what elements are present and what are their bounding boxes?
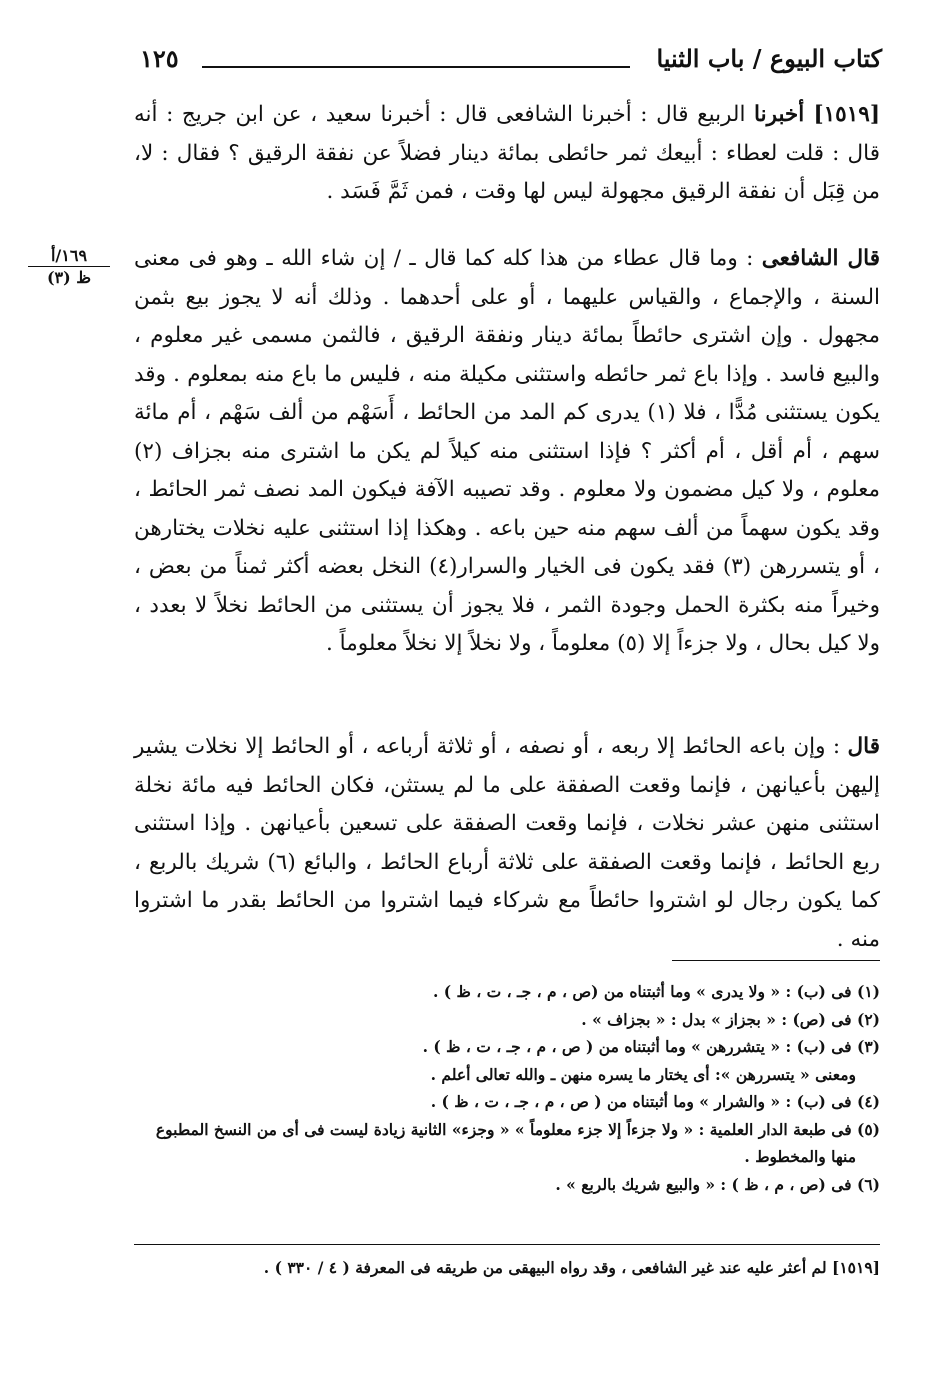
source-note: [١٥١٩] لم أعثر عليه عند غير الشافعى ، وقد رواه البيهقى من طريقه فى المعرفة ( ٤ / ٣٣٠ ) . <box>263 1258 880 1277</box>
speaker-lead: قال <box>847 734 880 759</box>
footnotes <box>134 978 880 1198</box>
footnote-5: (٥) فى طبعة الدار العلمية : « ولا جزءاً إلا جزء معلوماً » « وجزء» الثانية زيادة ليست فى أى من النسخ المطبوع <box>155 1119 880 1139</box>
footnote-3-note: ومعنى « يتسررهن »: أى يختار ما يسره منهن ـ والله تعالى أعلم . <box>430 1064 856 1084</box>
margin-ref-folio: ١٦٩/أ <box>28 246 110 267</box>
main-text-p2 <box>134 240 880 664</box>
running-header <box>140 44 882 84</box>
paragraph-shafii <box>134 240 880 664</box>
paragraph-body: الربيع قال : أخبرنا الشافعى قال : أخبرنا سعيد ، عن ابن جريج : أنه قال : قلت لعطاء : أبيعك ثمر حائطى بمائة دينار فضلاً عن نفقة الرقيق ؟ فقال : لا، من قِبَل أن نفقة الرقيق مجهولة ليس لها وقت ، فمن ثَمَّ فَسَد . <box>134 102 880 204</box>
footnote-6: (٦) فى (ص ، م ، ظ ) : « والبيع شريك بالربع » . <box>555 1174 880 1194</box>
speaker-lead: قال الشافعى <box>761 246 880 271</box>
margin-manuscript-reference <box>28 246 110 287</box>
main-text-p3 <box>134 728 880 959</box>
paragraph-1519 <box>134 96 880 212</box>
footnote-1: (١) فى (ب) : « ولا يدرى » وما أثبتناه من (ص ، م ، جـ ، ت ، ظ ) . <box>433 982 880 1001</box>
main-text-p1 <box>134 96 880 212</box>
running-title: كتاب البيوع / باب الثنيا <box>656 44 882 73</box>
paragraph-body: : وما قال عطاء من هذا كله كما قال ـ / إن شاء الله ـ وهو فى معنى السنة ، والإجماع ، والقياس عليهما ، أو على أحدهما . وذلك أنه لا يجوز بيع بثمن مجهول . وإن اشترى حائطاً بمائة دينار ونفقة الرقيق ، فالثمن مسمى غير معلوم ، والبيع فاسد . وإذا باع ثمر حائطه واستثنى مكيلة منه ، فليس ما باع منه بمعلوم . وقد يكون يستثنى مُدًّا ، فلا (١) يدرى كم المد من الحائط ، أَسَهْم من ألف سَهْم ، أم مائة سهم ، أم أقل ، أم أكثر ؟ فإذا استثنى منه كيلاً لم يكن ما اشترى منه بجزاف (٢) معلوم ، ولا كيل مضمون ولا معلوم . وقد تصيبه الآفة فيكون المد نصف ثمر الحائط ، وقد يكون سهماً من ألف سهم منه حين باعه . وهكذا إذا استثنى عليه نخلات يختارهن ، أو يتسررهن (٣) فقد يكون فى الخيار والسرار(٤) النخل بعضه أكثر ثمناً من بعض ، وخيراً منه بكثرة الحمل وجودة الثمر ، فلا يجوز أن يستثنى من الحائط نخلاً لا بعدد ، ولا كيل بحال ، ولا جزءاً إلا (٥) معلوماً ، ولا نخلاً إلا نخلاً معلوماً . <box>134 246 880 656</box>
page-number: ١٢٥ <box>140 44 179 73</box>
footnote-4: (٤) فى (ب) : « والشرار » وما أثبتناه من ( ص ، م ، جـ ، ت ، ظ ) . <box>430 1092 880 1111</box>
footnote-separator <box>672 960 880 961</box>
footnote-2: (٢) فى (ص) : « بجزاز » بدل : « بجزاف » . <box>581 1009 880 1029</box>
footnote-3: (٣) فى (ب) : « يتشررهن » وما أثبتناه من ( ص ، م ، جـ ، ت ، ظ ) . <box>422 1037 880 1056</box>
header-rule <box>202 66 630 68</box>
paragraph-qala <box>134 728 880 959</box>
margin-ref-manuscript: ظ (٣) <box>46 268 92 287</box>
hadith-number-lead: [١٥١٩] أخبرنا <box>754 102 881 127</box>
source-note-separator <box>134 1244 880 1245</box>
footnote-5-continued: منها والمخطوط . <box>744 1147 856 1166</box>
paragraph-body: : وإن باعه الحائط إلا ربعه ، أو نصفه ، أو ثلاثة أرباعه ، أو الحائط إلا نخلات يشير إليهن بأعيانهن ، فإنما وقعت الصفقة على ما لم يستثن، فكان الحائط فيه مائة نخلة استثنى منهن عشر نخلات ، فإنما وقعت الصفقة على تسعين بأعيانهن . وإذا استثنى ربع الحائط ، فإنما وقعت الصفقة على ثلاثة أرباع الحائط ، والبائع (٦) شريك بالربع ، كما يكون رجال لو اشتروا حائطاً مع شركاء فيما اشتروا من الحائط بقدر ما اشتروا منه . <box>134 734 880 952</box>
